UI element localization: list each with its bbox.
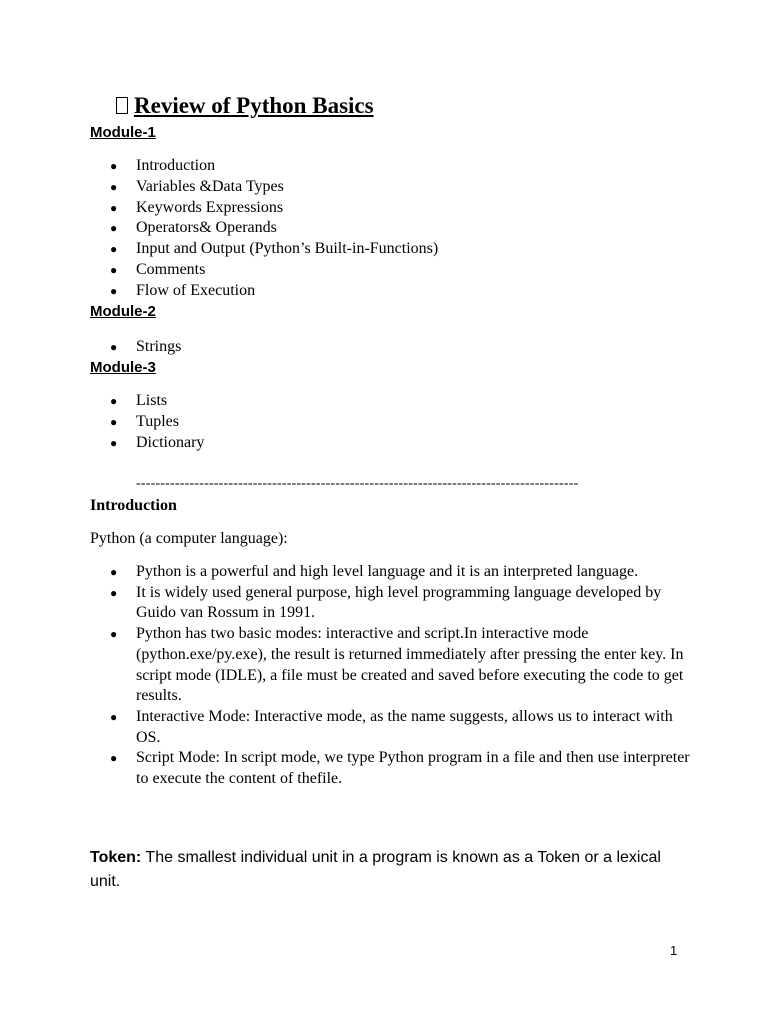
module-3-list <box>0 391 204 453</box>
token-text: The smallest individual unit in a program is known as a Token or a lexical unit. <box>90 849 661 890</box>
bullet-icon: ● <box>110 565 118 579</box>
bullet-icon: ● <box>110 262 118 277</box>
module-2-heading: Module-2 <box>90 303 156 320</box>
list-item: ● It is widely used general purpose, high level programming language developed by Guido van Rossum in 1991. <box>110 583 662 622</box>
introduction-heading: Introduction <box>90 497 177 514</box>
list-item: ● Flow of Execution <box>0 281 438 302</box>
bullet-icon: ● <box>110 627 118 642</box>
list-item: ● Input and Output (Python’s Built-in-Functions) <box>0 239 438 260</box>
list-item: ● Operators& Operands <box>0 218 438 239</box>
bullet-icon: ● <box>110 200 118 215</box>
introduction-points <box>0 562 700 790</box>
list-item: ● Script Mode: In script mode, we type Python program in a file and then use interpreter to execute the content of thefile. <box>110 749 690 788</box>
bullet-icon: ● <box>110 221 118 236</box>
list-item: ● Python is a powerful and high level language and it is an interpreted language. <box>0 562 700 583</box>
list-item: ● Strings <box>0 337 181 358</box>
module-1-list <box>0 156 438 302</box>
bullet-icon: ● <box>110 283 118 298</box>
module-1-heading: Module-1 <box>90 124 156 141</box>
token-label: Token: <box>90 849 142 866</box>
bullet-icon: ● <box>110 709 118 724</box>
document-title-text: Review of Python Basics <box>134 93 374 118</box>
document-title <box>116 93 374 119</box>
bullet-icon: ● <box>110 394 118 408</box>
list-item: ● Comments <box>0 260 438 281</box>
token-definition <box>90 846 680 894</box>
list-item: ● Keywords Expressions <box>0 198 438 219</box>
bullet-icon: ● <box>110 751 118 766</box>
list-item: ● Variables &Data Types <box>0 177 438 198</box>
introduction-subheading: Python (a computer language): <box>90 530 288 547</box>
list-item: ● Introduction <box>0 156 438 177</box>
page-number: 1 <box>670 943 678 958</box>
bullet-icon: ● <box>110 435 118 450</box>
list-item: ● Interactive Mode: Interactive mode, as the name suggests, allows us to interact with OS. <box>110 707 673 746</box>
bullet-icon: ● <box>110 585 118 600</box>
list-item: ● Dictionary <box>0 433 204 454</box>
bullet-icon: ● <box>110 414 118 429</box>
list-item: ● Python has two basic modes: interactive and script.In interactive mode (python.exe/py.exe), the result is returned immediately after pressing the enter key. In script mode (IDLE), a file must be created and saved before executing the code to get results. <box>110 625 684 705</box>
bullet-icon: ● <box>110 179 118 194</box>
bullet-icon: ● <box>110 340 118 354</box>
list-item: ● Tuples <box>0 412 204 433</box>
module-3-heading: Module-3 <box>90 359 156 376</box>
section-divider: ------------------------------------------------------------------------------------------- <box>136 476 579 491</box>
bullet-icon: ● <box>110 242 118 257</box>
bullet-icon: ● <box>110 159 118 173</box>
module-2-list <box>0 337 181 358</box>
list-item: ● Lists <box>0 391 204 412</box>
missing-glyph-icon <box>116 97 128 114</box>
